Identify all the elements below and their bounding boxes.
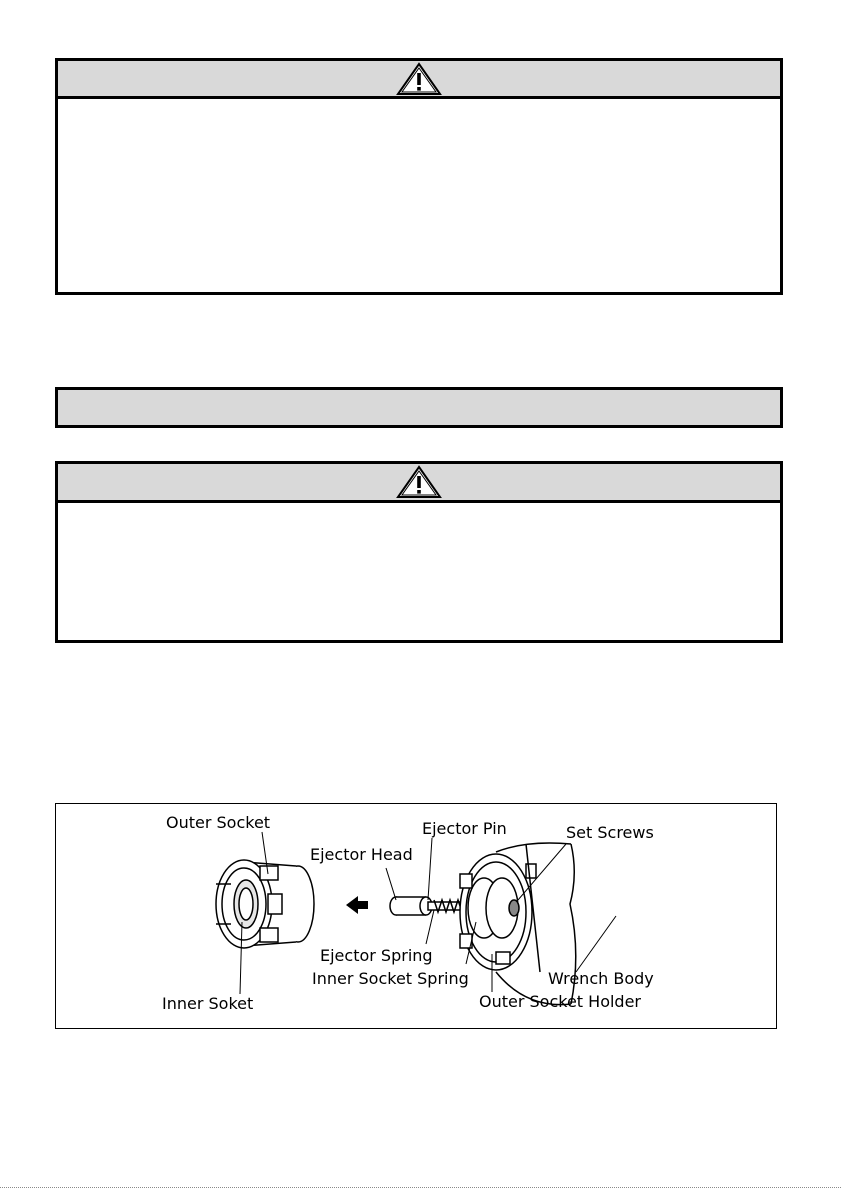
- label-ejector-head: Ejector Head: [310, 845, 413, 864]
- warning-box-2: [55, 461, 783, 643]
- warning-box-body: [58, 99, 780, 292]
- label-inner-socket: Inner Soket: [162, 994, 254, 1013]
- label-wrench-body: Wrench Body: [548, 969, 654, 988]
- warning-triangle-icon: [396, 465, 442, 499]
- warning-box-body: [58, 503, 780, 640]
- parts-diagram-svg: [56, 804, 776, 1028]
- outer-socket-drawing: [216, 860, 314, 948]
- label-ejector-spring: Ejector Spring: [320, 946, 433, 965]
- label-outer-socket: Outer Socket: [166, 813, 271, 832]
- section-heading-bar: [55, 387, 783, 428]
- warning-box-1: [55, 58, 783, 295]
- label-inner-socket-spring: Inner Socket Spring: [312, 969, 469, 988]
- arrow-left-icon: [346, 896, 368, 914]
- warning-triangle-icon: [396, 62, 442, 96]
- page-bottom-dotted-line: [0, 1187, 841, 1188]
- label-set-screws: Set Screws: [566, 823, 654, 842]
- label-ejector-pin: Ejector Pin: [422, 819, 507, 838]
- parts-diagram: [55, 803, 777, 1029]
- label-outer-socket-holder: Outer Socket Holder: [479, 992, 641, 1011]
- warning-box-header: [58, 61, 780, 99]
- warning-box-header: [58, 464, 780, 503]
